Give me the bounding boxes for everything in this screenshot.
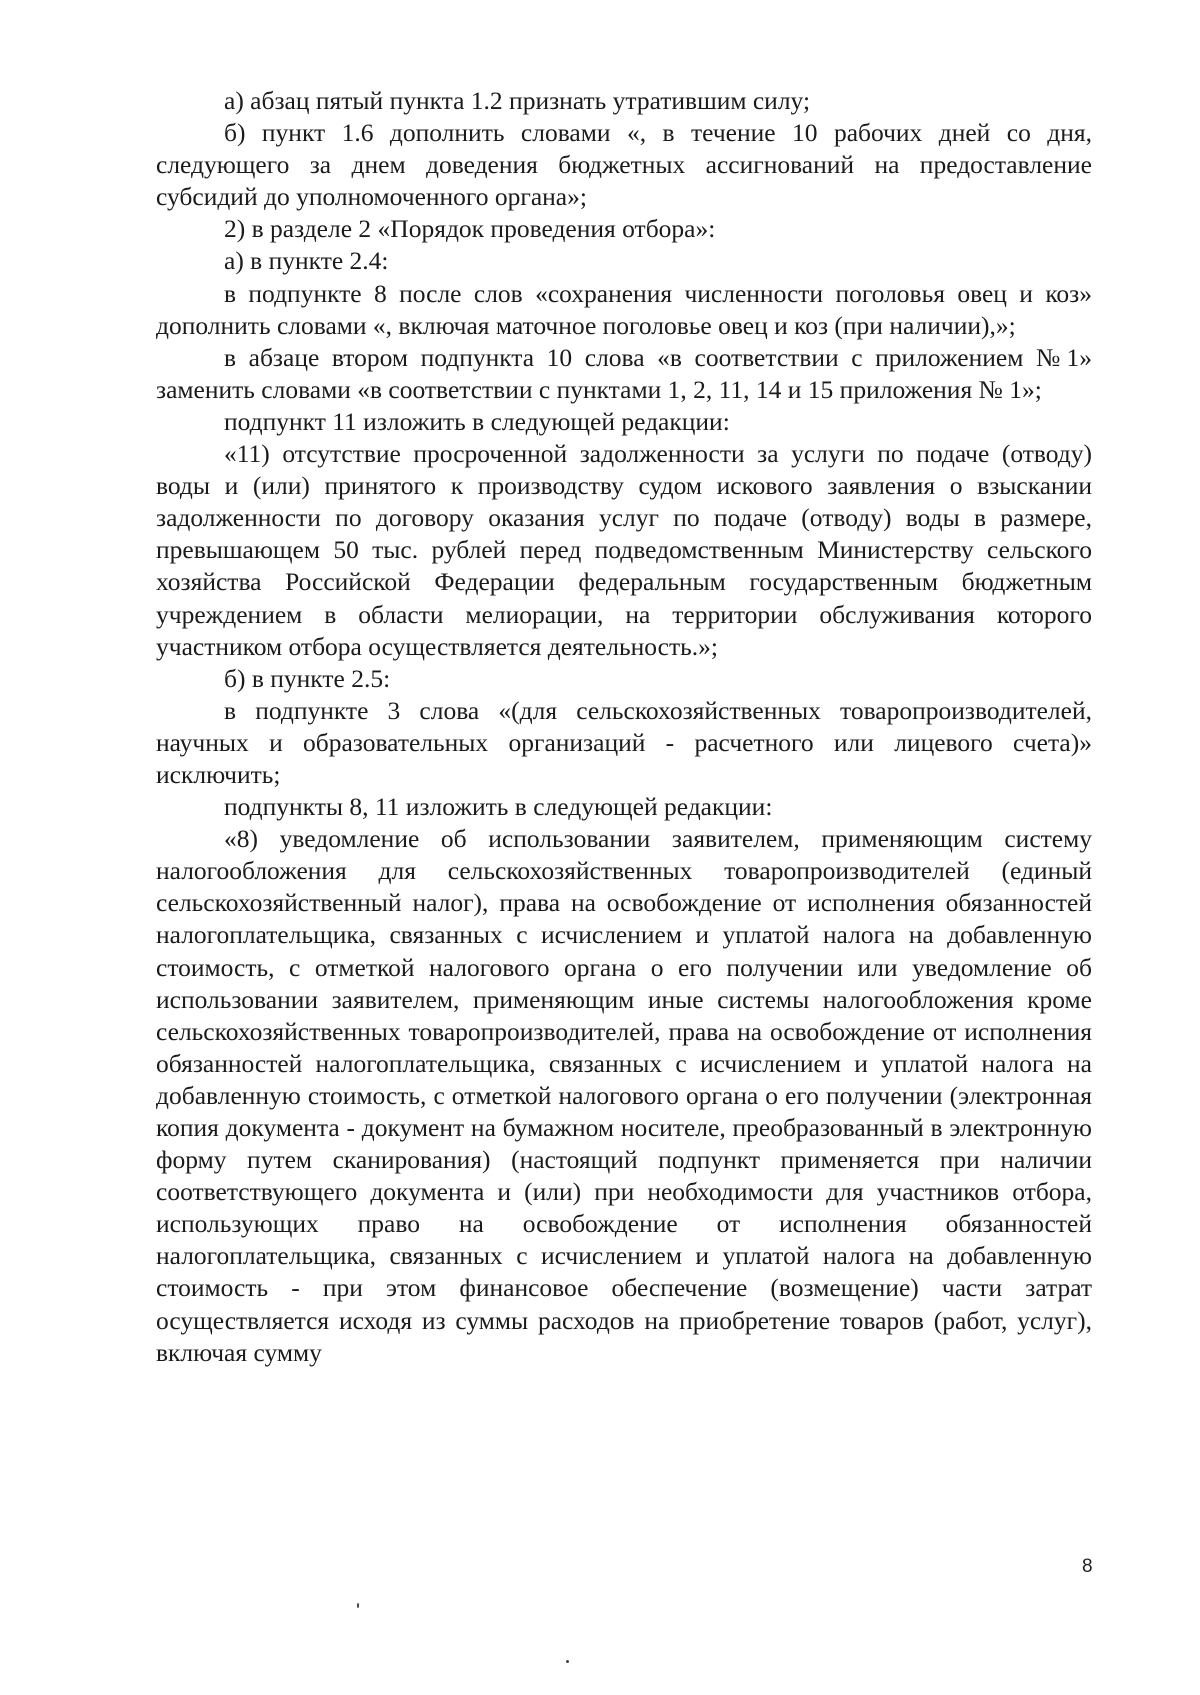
paragraph: «8) уведомление об использовании заявителем, применяющим систему налогообложения для сельскохозяйственных товаропроизводителей (единый сельскохозяйственный налог), права на освобождение от исполнения обязанностей налогоплательщика, связанных с исчислением и уплатой налога на добавленную стоимость, с отметкой налогового органа о его получении или уведомление об использовании заявителем, применяющим иные системы налогообложения кроме сельскохозяйственных товаропроизводителей, права на освобождение от исполнения обязанностей налогоплательщика, связанных с исчислением и уплатой налога на добавленную стоимость, с отметкой налогового органа о его получении (электронная копия документа - документ на бумажном носителе, преобразованный в электронную форму путем сканирования) (настоящий подпункт применяется при наличии соответствующего документа и (или) при необходимости для участников отбора, использующих право на освобождение от исполнения обязанностей налогоплательщика, связанных с исчислением и уплатой налога на добавленную стоимость - при этом финансовое обеспечение (возмещение) части затрат осуществляется исходя из суммы расходов на приобретение товаров (работ, услуг), включая сумму (156, 824, 1092, 1367)
paragraph: «11) отсутствие просроченной задолженности за услуги по подаче (отводу) воды и (или) принятого к производству судом искового заявления о взыскании задолженности по договору оказания услуг по подаче (отводу) воды в размере, превышающем 50 тыс. рублей перед подведомственным Министерству сельского хозяйства Российской Федерации федеральным государственным бюджетным учреждением в области мелиорации, на территории обслуживания которого участником отбора осуществляется деятельность.»; (156, 439, 1092, 661)
paragraph: б) пункт 1.6 дополнить словами «, в течение 10 рабочих дней со дня, следующего за днем доведения бюджетных ассигнований на предоставление субсидий до уполномоченного органа»; (156, 118, 1092, 212)
paragraph: подпункты 8, 11 изложить в следующей редакции: (224, 792, 773, 822)
scan-speck (566, 1660, 569, 1663)
paragraph: подпункт 11 изложить в следующей редакции: (224, 406, 730, 436)
scan-speck (357, 1603, 359, 1608)
document-body (156, 85, 1092, 1369)
paragraph: а) абзац пятый пункта 1.2 признать утратившим силу; (224, 86, 811, 115)
paragraph: 2) в разделе 2 «Порядок проведения отбора»: (224, 214, 716, 244)
paragraph: в подпункте 3 слова «(для сельскохозяйственных товаропроизводителей, научных и образовательных организаций - расчетного или лицевого счета)» исключить; (156, 695, 1092, 789)
paragraph: а) в пункте 2.4: (224, 246, 389, 276)
paragraph: б) в пункте 2.5: (224, 663, 391, 693)
paragraph: в абзаце втором подпункта 10 слова «в соответствии с приложением №1» заменить словами «в соответствии с пунктами 1, 2, 11, 14 и 15 приложения № 1»; (156, 342, 1092, 404)
page-number: 8 (1082, 1556, 1093, 1577)
paragraph: в подпункте 8 после слов «сохранения численности поголовья овец и коз» дополнить словами «, включая маточное поголовье овец и коз (при наличии),»; (156, 278, 1092, 340)
